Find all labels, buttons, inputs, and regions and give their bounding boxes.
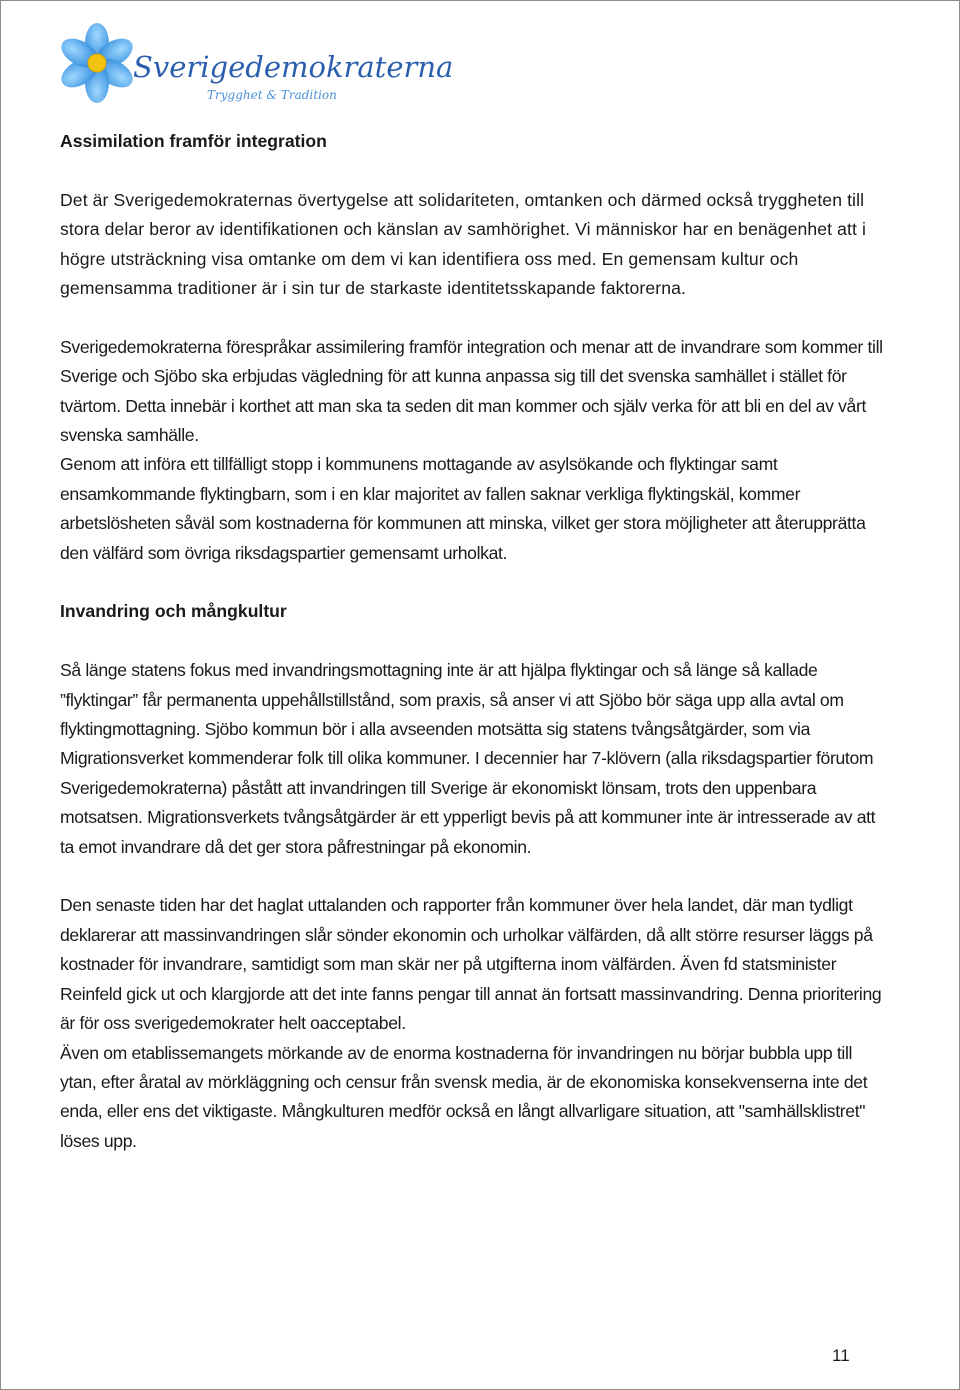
section-heading: Invandring och mångkultur: [60, 601, 287, 622]
logo-wordmark: Sverigedemokraterna: [133, 50, 454, 84]
page-number: 11: [832, 1346, 850, 1365]
paragraph: Det är Sverigedemokraternas övertygelse att solidariteten, omtanken och därmed också tryggheten till stora delar beror av identifikationen och känslan av samhörighet. Vi människor har en benägenhet att i högre utsträckning visa omtanke om dem vi kan identifiera oss med. En gemensam kultur och gemensamma traditioner är i sin tur de starkaste identitetsskapande faktorerna.: [60, 189, 866, 299]
paragraph: Den senaste tiden har det haglat uttalanden och rapporter från kommuner över hela landet, där man tydligt deklarerar att massinvandringen slår sönder ekonomin och urholkar välfärden, då allt större resurser läggs på kostnader för invandrare, samtidigt som man skär ner på utgifterna inom välfärden. Även fd statsminister Reinfeld gick ut och klargjorde att det inte fanns pengar till annat än fortsatt massinvandring. Denna prioritering är för oss sverigedemokrater helt oacceptabel.: [60, 895, 882, 1034]
paragraph: Sverigedemokraterna förespråkar assimilering framför integration och menar att de invandrare som kommer till Sverige och Sjöbo ska erbjudas vägledning för att kunna anpassa sig till det svenska samhället i stället för tvärtom. Detta innebär i korthet att man ska ta seden dit man kommer och själv verka för att bli en del av vårt svenska samhälle.: [60, 336, 883, 446]
section-heading: Assimilation framför integration: [60, 131, 327, 151]
party-logo: [57, 19, 454, 109]
logo-tagline: Trygghet & Tradition: [207, 88, 337, 102]
anemone-flower-icon: [57, 19, 454, 109]
paragraph: Även om etablissemangets mörkande av de enorma kostnaderna för invandringen nu börjar bubbla upp till ytan, efter åratal av mörkläggning och censur från svensk media, är de ekonomiska konsekvenserna inte det enda, eller ens det viktigaste. Mångkulturen medför också en långt allvarligare situation, att "samhällsklistret" löses upp.: [60, 1042, 868, 1151]
document-body: [60, 127, 890, 1156]
paragraph: Så länge statens fokus med invandringsmottagning inte är att hjälpa flyktingar och så länge så kallade ”flyktingar” får permanenta uppehållstillstånd, som praxis, så anser vi att Sjöbo bör säga upp alla avtal om flyktingmottagning. Sjöbo kommun bör i alla avseenden motsätta sig statens tvångsåtgärder, som via Migrationsverket kommenderar folk till olika kommuner. I decennier har 7-klövern (alla riksdagspartier förutom Sverigedemokraterna) påstått att invandringen till Sverige är ekonomiskt lönsam, trots den uppenbara motsatsen. Migrationsverkets tvångsåtgärder är ett ypperligt bevis på att kommuner inte är intresserade av att ta emot invandrare då det ger stora påfrestningar på ekonomin.: [60, 660, 876, 857]
paragraph: Genom att införa ett tillfälligt stopp i kommunens mottagande av asylsökande och flyktingar samt ensamkommande flyktingbarn, som i en klar majoritet av fallen saknar verkliga flyktingskäl, kommer arbetslösheten såväl som kostnaderna för kommunen att minska, vilket ger stora möjligheter att återupprätta den välfärd som övriga riksdagspartier gemensamt urholkat.: [60, 454, 866, 563]
